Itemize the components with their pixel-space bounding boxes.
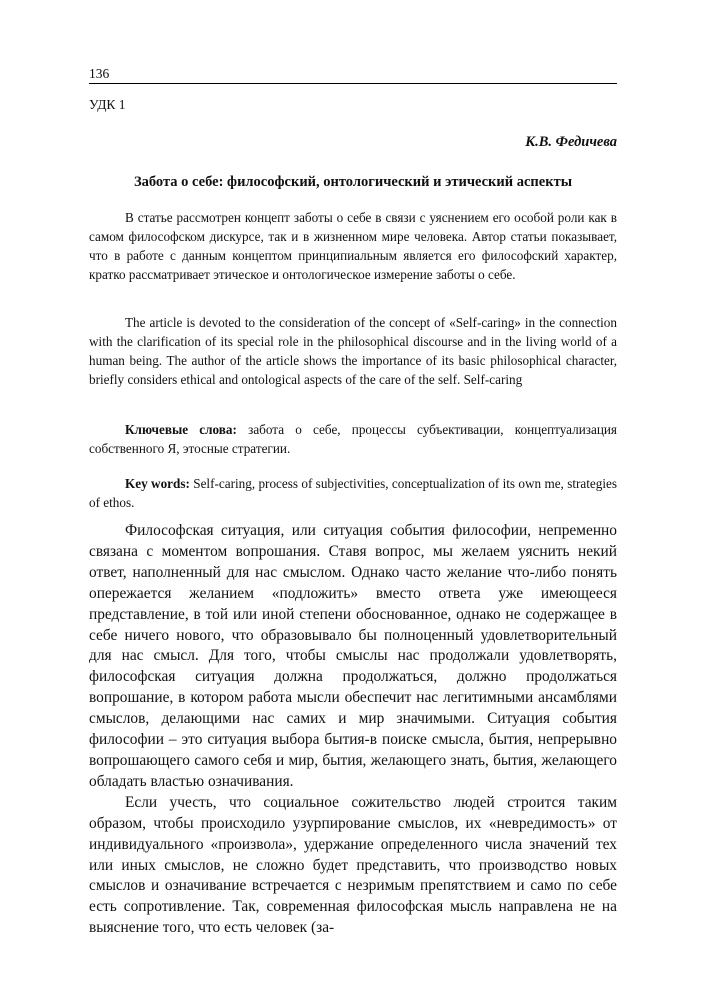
page-number: 136: [89, 66, 110, 81]
abstract-english: [89, 313, 617, 389]
keywords-en-label: Key words:: [125, 476, 190, 491]
body-paragraph: Если учесть, что социальное сожительство людей строится таким образом, чтобы происходило узурпирование смыслов, их «невредимость» от индивидуального «произвола», удержание определенного числа значений тех или иных смыслов, не сложно будет представить, что производство новых смыслов и означивание встречается с незримым препятствием и само по себе есть сопротивление. Так, современная философская мысль направлена не на выяснение того, что есть человек (за-: [89, 793, 617, 937]
abstract-en-text: The article is devoted to the consideration of the concept of «Self-caring» in the connection with the clarification of its special role in the philosophical discourse and in the living world of a human being. The author of the article shows the importance of its basic philosophical character, briefly considers ethical and ontological aspects of the care of the self. Self-caring: [89, 315, 617, 387]
article-body: [89, 521, 617, 939]
article-title: Забота о себе: философский, онтологический и этический аспекты: [133, 174, 573, 190]
abstract-ru-text: В статье рассмотрен концепт заботы о себе в связи с уяснением его особой роли как в самом философском дискурсе, так и в жизненном мире человека. Автор статьи показывает, что в работе с данным концептом принципиальным является его философский характер, кратко рассматривает этическое и онтологическое измерение заботы о себе.: [89, 210, 617, 282]
keywords-en-text: Self-caring, process of subjectivities, conceptualization of its own me, strategies of ethos.: [89, 476, 617, 510]
udk-code: УДК 1: [89, 97, 126, 112]
keywords-english: [89, 474, 617, 512]
keywords-ru-label: Ключевые слова:: [125, 422, 237, 437]
page-header: [89, 66, 617, 84]
keywords-ru-text: забота о себе, процессы субъективации, концептуализация собственного Я, этосные стратегии.: [89, 422, 617, 456]
author-name: К.В. Федичева: [525, 134, 617, 150]
abstract-russian: [89, 208, 617, 284]
keywords-russian: [89, 420, 617, 458]
body-paragraph: Философская ситуация, или ситуация события философии, непременно связана с моментом вопрошания. Ставя вопрос, мы желаем уяснить некий ответ, наполненный для нас смыслом. Однако часто желание что-либо понять опережается желанием «подложить» вместо ответа уже имеющееся представление, в той или иной степени обоснованное, однако не содержащее в себе ничего нового, что образовывало бы полноценный удовлетворительный для нас смысл. Для того, чтобы смыслы нас продолжали удовлетворять, философская ситуация должна продолжаться, должно продолжаться вопрошание, в котором работа мысли обеспечит нас легитимными ансамблями смыслов, делающими нас самих и мир значимыми. Ситуация события философии – это ситуация выбора бытия-в поиске смысла, бытия, непрерывно вопрошающего самого себя и мир, бытия, желающего знать, бытия, желающего обладать властью означивания.: [89, 522, 617, 790]
